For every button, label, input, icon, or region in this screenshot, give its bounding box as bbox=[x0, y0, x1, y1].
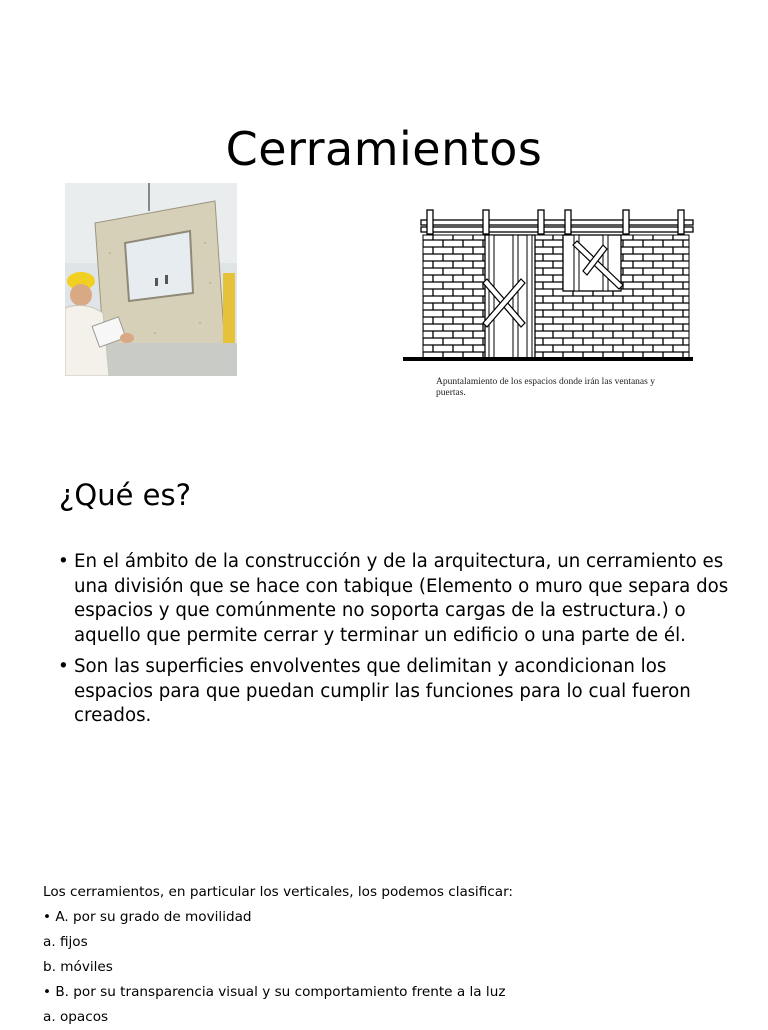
worker-panel-photo bbox=[65, 183, 237, 376]
shoring-diagram bbox=[403, 205, 699, 367]
definition-list bbox=[58, 550, 738, 736]
bullet-item bbox=[58, 655, 738, 729]
classification-line: b. móviles bbox=[43, 959, 113, 975]
section-heading: ¿Qué es? bbox=[59, 478, 192, 512]
classification-line: • A. por su grado de movilidad bbox=[43, 909, 252, 925]
bullet-glyph: • bbox=[58, 656, 69, 677]
classification-line: • B. por su transparencia visual y su comportamiento frente a la luz bbox=[43, 984, 506, 1000]
bullet-glyph: • bbox=[58, 551, 69, 572]
classification-line: a. fijos bbox=[43, 934, 88, 950]
classification-line: a. opacos bbox=[43, 1009, 109, 1025]
page-title: Cerramientos bbox=[225, 122, 543, 176]
bullet-text: En el ámbito de la construcción y de la arquitectura, un cerramiento es una división que se hace con tabique (Elemento o muro que separa dos espacios y que comúnmente no soporta cargas de la estructura.) o aquello que permite cerrar y terminar un edificio o una parte de él. bbox=[74, 551, 729, 646]
bullet-text: Son las superficies envolventes que delimitan y acondicionan los espacios para que puedan cumplir las funciones para lo cual fueron creados. bbox=[74, 656, 691, 726]
classification-intro: Los cerramientos, en particular los verticales, los podemos clasificar: bbox=[43, 884, 513, 900]
diagram-caption: Apuntalamiento de los espacios donde irán las ventanas y puertas. bbox=[436, 377, 655, 398]
bullet-item bbox=[58, 550, 738, 648]
classification-block bbox=[43, 880, 743, 1030]
